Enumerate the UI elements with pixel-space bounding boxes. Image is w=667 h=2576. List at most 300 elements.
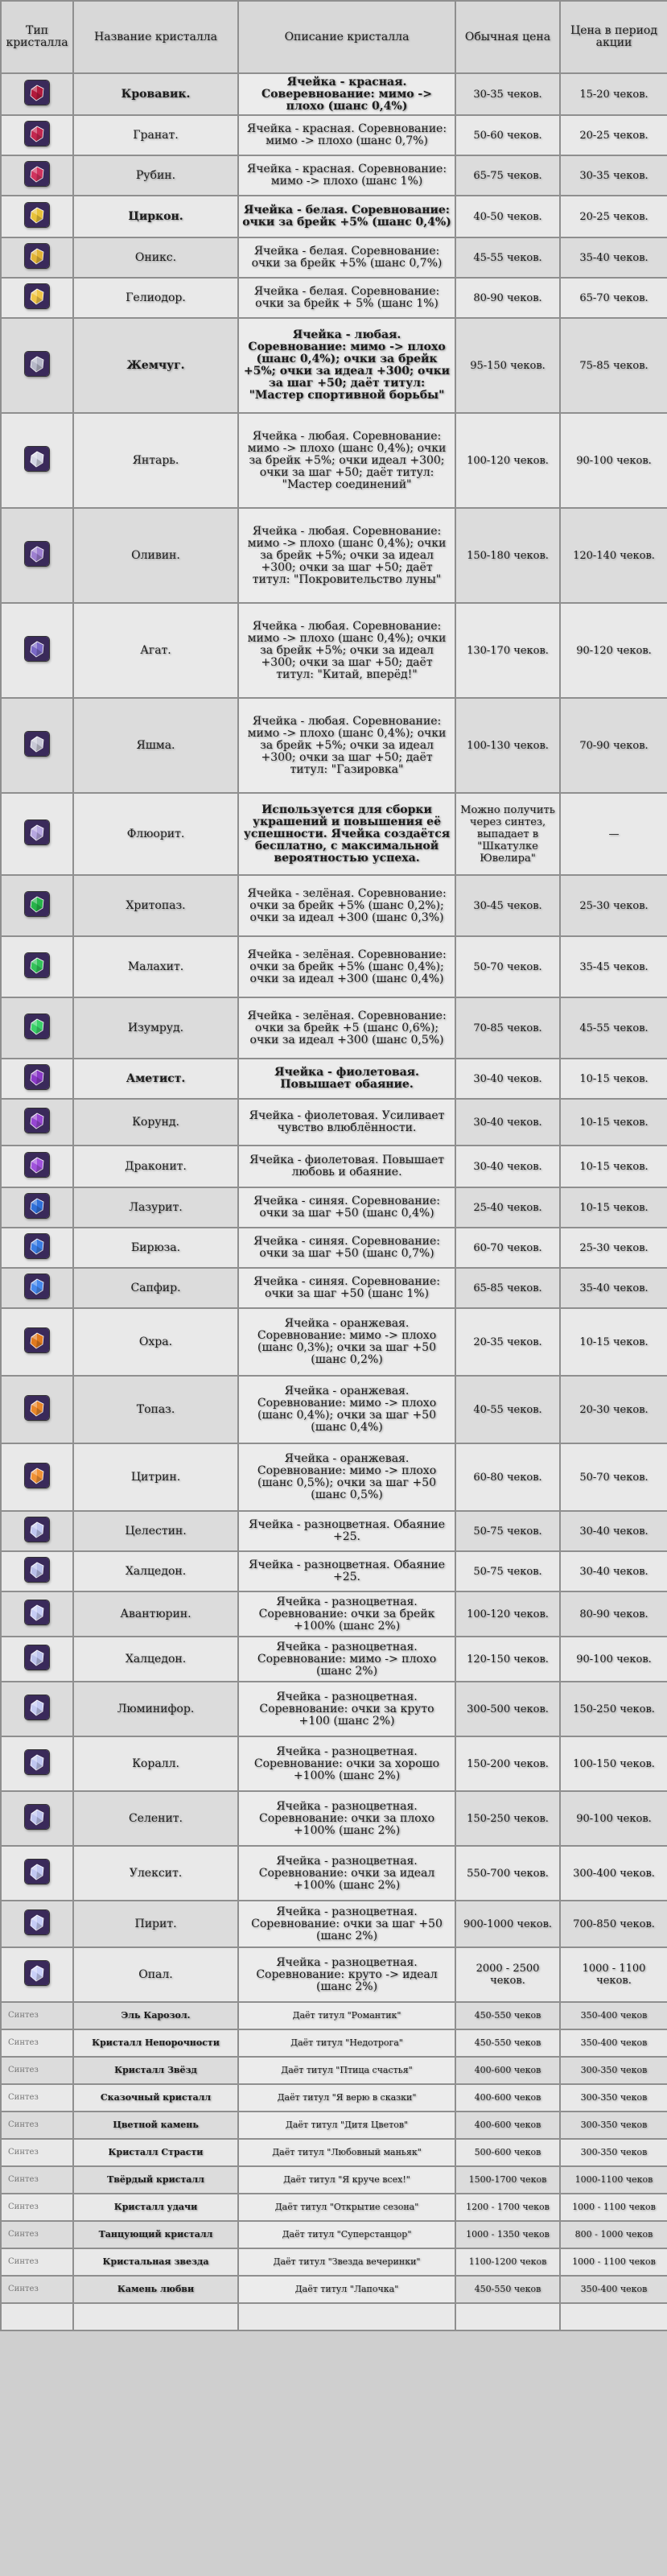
crystal-description: Ячейка - красная. Соверевнование: мимо -> плохо (шанс 0,4%) xyxy=(238,73,455,115)
crystal-gem-icon xyxy=(25,1805,49,1829)
crystal-name: Опал. xyxy=(73,1947,238,2002)
crystal-type-cell xyxy=(1,1308,73,1376)
synth-type-label: Синтез xyxy=(1,2002,73,2029)
crystal-promo-price: 80-90 чеков. xyxy=(560,1591,667,1637)
synth-description: Даёт титул "Я верю в сказки" xyxy=(238,2084,455,2112)
crystal-promo-price: 700-850 чеков. xyxy=(560,1901,667,1947)
crystal-gem-icon xyxy=(25,1645,49,1670)
crystal-gem-icon xyxy=(25,637,49,661)
crystal-type-cell xyxy=(1,603,73,698)
crystal-promo-price: 90-120 чеков. xyxy=(560,603,667,698)
crystal-type-cell xyxy=(1,237,73,278)
crystal-regular-price: 900-1000 чеков. xyxy=(455,1901,560,1947)
crystal-type-cell xyxy=(1,1947,73,2002)
crystal-gem-icon xyxy=(25,1463,49,1488)
crystal-name: Циркон. xyxy=(73,196,238,237)
crystal-name: Гранат. xyxy=(73,115,238,155)
crystal-description: Ячейка - зелёная. Соревнование: очки за брейк +5% (шанс 0,2%); очки за идеал +300 (шанс 0,3%) xyxy=(238,875,455,936)
synth-row xyxy=(1,2221,667,2248)
crystal-name: Оникс. xyxy=(73,237,238,278)
synth-regular-price: 400-600 чеков xyxy=(455,2084,560,2112)
crystal-promo-price: 30-35 чеков. xyxy=(560,155,667,196)
crystal-regular-price: 550-700 чеков. xyxy=(455,1846,560,1901)
crystal-description: Ячейка - белая. Соревнование: очки за брейк +5% (шанс 0,4%) xyxy=(238,196,455,237)
crystal-type-cell xyxy=(1,698,73,793)
table-row xyxy=(1,1308,667,1376)
synth-promo-price: 1000 - 1100 чеков xyxy=(560,2248,667,2276)
crystal-description: Ячейка - синяя. Соревнование: очки за шаг +50 (шанс 1%) xyxy=(238,1268,455,1308)
synth-type-label: Синтез xyxy=(1,2139,73,2166)
synth-type-label: Синтез xyxy=(1,2112,73,2139)
header-desc: Описание кристалла xyxy=(238,1,455,73)
synth-name: Кристалл Звёзд xyxy=(73,2057,238,2084)
crystal-name: Аметист. xyxy=(73,1059,238,1099)
table-row xyxy=(1,936,667,997)
crystal-regular-price: 120-150 чеков. xyxy=(455,1637,560,1682)
crystal-description: Ячейка - любая. Соревнование: мимо -> плохо (шанс 0,4%); очки за брейк +5%; очки за идеал +300; очки за шаг +50; даёт титул: "Покровительство луны" xyxy=(238,508,455,603)
table-row xyxy=(1,237,667,278)
synth-description: Даёт титул "Любовный маньяк" xyxy=(238,2139,455,2166)
table-row xyxy=(1,1268,667,1308)
crystal-regular-price: 50-75 чеков. xyxy=(455,1551,560,1591)
crystal-regular-price: Можно получить через синтез, выпадает в "Шкатулке Ювелира" xyxy=(455,793,560,875)
crystal-type-cell xyxy=(1,793,73,875)
crystal-promo-price: 25-30 чеков. xyxy=(560,875,667,936)
synth-description: Даёт титул "Открытие сезона" xyxy=(238,2194,455,2221)
crystal-promo-price: 10-15 чеков. xyxy=(560,1187,667,1228)
synth-promo-price: 300-350 чеков xyxy=(560,2084,667,2112)
synth-promo-price: 800 - 1000 чеков xyxy=(560,2221,667,2248)
crystal-promo-price: 10-15 чеков. xyxy=(560,1099,667,1146)
crystal-type-cell xyxy=(1,1637,73,1682)
crystal-description: Ячейка - разноцветная. Соревнование: мимо -> плохо (шанс 2%) xyxy=(238,1637,455,1682)
synth-type-label: Синтез xyxy=(1,2248,73,2276)
crystal-description: Ячейка - оранжевая. Соревнование: мимо -> плохо (шанс 0,3%); очки за шаг +50 (шанс 0,2%) xyxy=(238,1308,455,1376)
crystal-type-cell xyxy=(1,1901,73,1947)
synth-name: Цветной камень xyxy=(73,2112,238,2139)
table-row xyxy=(1,1228,667,1268)
crystal-description: Ячейка - оранжевая. Соревнование: мимо -> плохо (шанс 0,4%); очки за шаг +50 (шанс 0,4%) xyxy=(238,1376,455,1443)
table-row xyxy=(1,1846,667,1901)
crystal-type-cell xyxy=(1,997,73,1059)
table-row xyxy=(1,1099,667,1146)
synth-type-label: Синтез xyxy=(1,2166,73,2194)
table-row xyxy=(1,278,667,318)
crystal-promo-price: 120-140 чеков. xyxy=(560,508,667,603)
synth-promo-price: 350-400 чеков xyxy=(560,2276,667,2303)
crystal-description: Ячейка - фиолетовая. Повышает любовь и обаяние. xyxy=(238,1146,455,1187)
synth-type-label: Синтез xyxy=(1,2194,73,2221)
synth-name: Сказочный кристалл xyxy=(73,2084,238,2112)
crystal-name: Гелиодор. xyxy=(73,278,238,318)
crystal-promo-price: 50-70 чеков. xyxy=(560,1443,667,1511)
synth-row xyxy=(1,2112,667,2139)
crystal-description: Ячейка - зелёная. Соревнование: очки за брейк +5% (шанс 0,4%); очки за идеал +300 (шанс 0,4%) xyxy=(238,936,455,997)
crystal-promo-price: 1000 - 1100 чеков. xyxy=(560,1947,667,2002)
crystal-type-cell xyxy=(1,1187,73,1228)
table-row xyxy=(1,413,667,508)
crystal-description: Ячейка - белая. Соревнование: очки за брейк + 5% (шанс 1%) xyxy=(238,278,455,318)
crystal-name: Оливин. xyxy=(73,508,238,603)
crystal-description: Ячейка - любая. Соревнование: мимо -> плохо (шанс 0,4%); очки за брейк +5%; очки за идеал +300; очки за шаг +50; даёт титул: "Китай, вперёд!" xyxy=(238,603,455,698)
empty-cell xyxy=(455,2303,560,2330)
crystal-type-cell xyxy=(1,1511,73,1551)
synth-regular-price: 1000 - 1350 чеков xyxy=(455,2221,560,2248)
crystal-name: Коралл. xyxy=(73,1736,238,1791)
synth-promo-price: 300-350 чеков xyxy=(560,2139,667,2166)
crystal-type-cell xyxy=(1,1099,73,1146)
crystal-gem-icon xyxy=(25,80,49,105)
synth-regular-price: 500-600 чеков xyxy=(455,2139,560,2166)
crystal-name: Кровавик. xyxy=(73,73,238,115)
crystal-gem-icon xyxy=(25,1961,49,1985)
synth-regular-price: 400-600 чеков xyxy=(455,2112,560,2139)
crystal-regular-price: 150-250 чеков. xyxy=(455,1791,560,1846)
crystal-promo-price: 75-85 чеков. xyxy=(560,318,667,413)
crystal-description: Ячейка - разноцветная. Обаяние +25. xyxy=(238,1551,455,1591)
header-price: Обычная цена xyxy=(455,1,560,73)
crystal-name: Бирюза. xyxy=(73,1228,238,1268)
crystal-gem-icon xyxy=(25,352,49,376)
table-row xyxy=(1,997,667,1059)
crystal-type-cell xyxy=(1,875,73,936)
crystal-type-cell xyxy=(1,413,73,508)
crystal-name: Малахит. xyxy=(73,936,238,997)
crystal-type-cell xyxy=(1,1791,73,1846)
table-row xyxy=(1,1187,667,1228)
crystal-description: Ячейка - разноцветная. Соревнование: очки за шаг +50 (шанс 2%) xyxy=(238,1901,455,1947)
crystal-regular-price: 30-40 чеков. xyxy=(455,1099,560,1146)
synth-name: Эль Карозол. xyxy=(73,2002,238,2029)
header-type: Тип кристалла xyxy=(1,1,73,73)
crystal-name: Охра. xyxy=(73,1308,238,1376)
crystal-promo-price: 20-30 чеков. xyxy=(560,1376,667,1443)
crystal-description: Ячейка - разноцветная. Соревнование: очки за плохо +100% (шанс 2%) xyxy=(238,1791,455,1846)
crystal-description: Ячейка - синяя. Соревнование: очки за шаг +50 (шанс 0,4%) xyxy=(238,1187,455,1228)
crystal-name: Яшма. xyxy=(73,698,238,793)
crystal-gem-icon xyxy=(25,1153,49,1177)
synth-type-label: Синтез xyxy=(1,2084,73,2112)
synth-description: Даёт титул "Недотрога" xyxy=(238,2029,455,2057)
crystal-regular-price: 40-50 чеков. xyxy=(455,196,560,237)
crystal-description: Ячейка - зелёная. Соревнование: очки за брейк +5 (шанс 0,6%); очки за идеал +300 (шанс 0,5%) xyxy=(238,997,455,1059)
crystal-description: Ячейка - фиолетовая. Усиливает чувство влюблённости. xyxy=(238,1099,455,1146)
empty-cell xyxy=(560,2303,667,2330)
table-row xyxy=(1,1511,667,1551)
synth-promo-price: 350-400 чеков xyxy=(560,2029,667,2057)
crystal-type-cell xyxy=(1,1591,73,1637)
crystal-regular-price: 45-55 чеков. xyxy=(455,237,560,278)
synth-regular-price: 450-550 чеков xyxy=(455,2276,560,2303)
table-row xyxy=(1,1947,667,2002)
synth-description: Даёт титул "Лапочка" xyxy=(238,2276,455,2303)
synth-row xyxy=(1,2248,667,2276)
crystal-promo-price: 20-25 чеков. xyxy=(560,115,667,155)
crystal-type-cell xyxy=(1,1228,73,1268)
synth-promo-price: 1000 - 1100 чеков xyxy=(560,2194,667,2221)
crystal-name: Люминифор. xyxy=(73,1682,238,1736)
synth-type-label: Синтез xyxy=(1,2221,73,2248)
crystal-gem-icon xyxy=(25,1517,49,1542)
crystal-type-cell xyxy=(1,1059,73,1099)
crystal-regular-price: 30-40 чеков. xyxy=(455,1146,560,1187)
empty-row xyxy=(1,2303,667,2330)
crystal-gem-icon xyxy=(25,1274,49,1298)
synth-regular-price: 1200 - 1700 чеков xyxy=(455,2194,560,2221)
synth-regular-price: 1100-1200 чеков xyxy=(455,2248,560,2276)
crystal-regular-price: 150-200 чеков. xyxy=(455,1736,560,1791)
table-row xyxy=(1,115,667,155)
table-row xyxy=(1,1682,667,1736)
crystal-description: Ячейка - любая. Соревнование: мимо -> плохо (шанс 0,4%); очки за брейк +5%; очки за идеал +300; очки за шаг +50; даёт титул: "Газировка" xyxy=(238,698,455,793)
crystal-name: Сапфир. xyxy=(73,1268,238,1308)
synth-promo-price: 300-350 чеков xyxy=(560,2057,667,2084)
crystal-description: Ячейка - синяя. Соревнование: очки за шаг +50 (шанс 0,7%) xyxy=(238,1228,455,1268)
synth-regular-price: 400-600 чеков xyxy=(455,2057,560,2084)
crystal-promo-price: 25-30 чеков. xyxy=(560,1228,667,1268)
crystal-gem-icon xyxy=(25,1558,49,1582)
crystal-promo-price: 100-150 чеков. xyxy=(560,1736,667,1791)
crystal-type-cell xyxy=(1,115,73,155)
synth-regular-price: 450-550 чеков xyxy=(455,2002,560,2029)
table-row xyxy=(1,73,667,115)
table-row xyxy=(1,603,667,698)
crystal-description: Ячейка - красная. Соревнование: мимо -> плохо (шанс 0,7%) xyxy=(238,115,455,155)
crystal-description: Используется для сборки украшений и повышения её успешности. Ячейка создаётся бесплатно, с максимальной вероятностью успеха. xyxy=(238,793,455,875)
crystal-regular-price: 65-75 чеков. xyxy=(455,155,560,196)
table-row xyxy=(1,793,667,875)
empty-cell xyxy=(1,2303,73,2330)
crystal-name: Лазурит. xyxy=(73,1187,238,1228)
header-name: Название кристалла xyxy=(73,1,238,73)
table-row xyxy=(1,875,667,936)
crystal-name: Пирит. xyxy=(73,1901,238,1947)
synth-row xyxy=(1,2139,667,2166)
crystal-promo-price: 15-20 чеков. xyxy=(560,73,667,115)
table-row xyxy=(1,155,667,196)
table-row xyxy=(1,1736,667,1791)
crystal-regular-price: 25-40 чеков. xyxy=(455,1187,560,1228)
synth-promo-price: 350-400 чеков xyxy=(560,2002,667,2029)
crystal-promo-price: 90-100 чеков. xyxy=(560,1637,667,1682)
crystal-description: Ячейка - разноцветная. Соревнование: очки за идеал +100% (шанс 2%) xyxy=(238,1846,455,1901)
synth-name: Камень любви xyxy=(73,2276,238,2303)
crystal-gem-icon xyxy=(25,1194,49,1218)
crystal-description: Ячейка - разноцветная. Соревнование: очки за брейк +100% (шанс 2%) xyxy=(238,1591,455,1637)
synth-name: Твёрдый кристалл xyxy=(73,2166,238,2194)
synth-name: Кристалл удачи xyxy=(73,2194,238,2221)
crystal-description: Ячейка - любая. Соревнование: мимо -> плохо (шанс 0,4%); очки за брейк +5%; очки за идеал +300; очки за шаг +50; даёт титул: "Мастер спортивной борьбы" xyxy=(238,318,455,413)
crystal-regular-price: 50-75 чеков. xyxy=(455,1511,560,1551)
crystal-promo-price: 65-70 чеков. xyxy=(560,278,667,318)
crystal-gem-icon xyxy=(25,162,49,186)
crystal-regular-price: 30-40 чеков. xyxy=(455,1059,560,1099)
crystal-regular-price: 30-45 чеков. xyxy=(455,875,560,936)
empty-cell xyxy=(238,2303,455,2330)
synth-promo-price: 1000-1100 чеков xyxy=(560,2166,667,2194)
crystal-name: Цитрин. xyxy=(73,1443,238,1511)
crystal-gem-icon xyxy=(25,1860,49,1884)
crystal-gem-icon xyxy=(25,447,49,471)
crystal-name: Авантюрин. xyxy=(73,1591,238,1637)
crystal-gem-icon xyxy=(25,244,49,268)
crystal-regular-price: 2000 - 2500 чеков. xyxy=(455,1947,560,2002)
crystal-promo-price: 45-55 чеков. xyxy=(560,997,667,1059)
crystal-promo-price: 70-90 чеков. xyxy=(560,698,667,793)
crystal-promo-price: 20-25 чеков. xyxy=(560,196,667,237)
crystal-description: Ячейка - разноцветная. Соревнование: круто -> идеал (шанс 2%) xyxy=(238,1947,455,2002)
crystal-type-cell xyxy=(1,508,73,603)
crystal-gem-icon xyxy=(25,1234,49,1258)
synth-type-label: Синтез xyxy=(1,2276,73,2303)
crystal-type-cell xyxy=(1,1736,73,1791)
synth-row xyxy=(1,2057,667,2084)
synth-name: Кристальная звезда xyxy=(73,2248,238,2276)
crystal-type-cell xyxy=(1,1443,73,1511)
crystal-name: Селенит. xyxy=(73,1791,238,1846)
crystal-regular-price: 100-130 чеков. xyxy=(455,698,560,793)
synth-name: Кристалл Страсти xyxy=(73,2139,238,2166)
crystal-name: Целестин. xyxy=(73,1511,238,1551)
crystal-gem-icon xyxy=(25,1600,49,1624)
crystal-name: Изумруд. xyxy=(73,997,238,1059)
synth-row xyxy=(1,2194,667,2221)
crystal-promo-price: 30-40 чеков. xyxy=(560,1511,667,1551)
crystal-gem-icon xyxy=(25,953,49,977)
synth-type-label: Синтез xyxy=(1,2057,73,2084)
table-row xyxy=(1,1591,667,1637)
crystal-gem-icon xyxy=(25,892,49,916)
table-row xyxy=(1,1376,667,1443)
crystal-name: Драконит. xyxy=(73,1146,238,1187)
table-row xyxy=(1,196,667,237)
crystal-regular-price: 95-150 чеков. xyxy=(455,318,560,413)
crystal-promo-price: 90-100 чеков. xyxy=(560,1791,667,1846)
table-row xyxy=(1,1791,667,1846)
crystal-promo-price: 150-250 чеков. xyxy=(560,1682,667,1736)
crystal-description: Ячейка - разноцветная. Соревнование: очки за круто +100 (шанс 2%) xyxy=(238,1682,455,1736)
crystal-promo-price: 300-400 чеков. xyxy=(560,1846,667,1901)
empty-cell xyxy=(73,2303,238,2330)
crystal-description: Ячейка - фиолетовая. Повышает обаяние. xyxy=(238,1059,455,1099)
synth-name: Танцующий кристалл xyxy=(73,2221,238,2248)
crystal-gem-icon xyxy=(25,732,49,756)
crystal-gem-icon xyxy=(25,820,49,844)
crystal-type-cell xyxy=(1,1846,73,1901)
crystal-regular-price: 60-80 чеков. xyxy=(455,1443,560,1511)
crystal-type-cell xyxy=(1,1268,73,1308)
crystal-description: Ячейка - любая. Соревнование: мимо -> плохо (шанс 0,4%); очки за брейк +5%; очки идеал +300; очки за шаг +50; даёт титул: "Мастер соединений" xyxy=(238,413,455,508)
crystal-description: Ячейка - оранжевая. Соревнование: мимо -> плохо (шанс 0,5%); очки за шаг +50 (шанс 0,5%) xyxy=(238,1443,455,1511)
synth-row xyxy=(1,2002,667,2029)
crystal-type-cell xyxy=(1,936,73,997)
crystal-regular-price: 40-55 чеков. xyxy=(455,1376,560,1443)
crystal-gem-icon xyxy=(25,1065,49,1089)
crystal-description: Ячейка - разноцветная. Обаяние +25. xyxy=(238,1511,455,1551)
crystal-regular-price: 50-70 чеков. xyxy=(455,936,560,997)
crystal-gem-icon xyxy=(25,1695,49,1719)
crystal-gem-icon xyxy=(25,542,49,566)
crystal-type-cell xyxy=(1,1146,73,1187)
crystal-type-cell xyxy=(1,1551,73,1591)
crystal-regular-price: 130-170 чеков. xyxy=(455,603,560,698)
crystal-name: Халцедон. xyxy=(73,1637,238,1682)
crystal-description: Ячейка - белая. Соревнование: очки за брейк +5% (шанс 0,7%) xyxy=(238,237,455,278)
crystal-gem-icon xyxy=(25,1910,49,1934)
synth-row xyxy=(1,2276,667,2303)
table-row xyxy=(1,1146,667,1187)
table-row xyxy=(1,318,667,413)
crystal-name: Халцедон. xyxy=(73,1551,238,1591)
crystal-regular-price: 150-180 чеков. xyxy=(455,508,560,603)
crystal-type-cell xyxy=(1,278,73,318)
synth-type-label: Синтез xyxy=(1,2029,73,2057)
crystal-name: Рубин. xyxy=(73,155,238,196)
crystal-type-cell xyxy=(1,1376,73,1443)
crystal-regular-price: 100-120 чеков. xyxy=(455,413,560,508)
crystal-regular-price: 70-85 чеков. xyxy=(455,997,560,1059)
crystal-name: Янтарь. xyxy=(73,413,238,508)
crystal-promo-price: 10-15 чеков. xyxy=(560,1146,667,1187)
table-row xyxy=(1,1059,667,1099)
synth-description: Даёт титул "Романтик" xyxy=(238,2002,455,2029)
synth-description: Даёт титул "Дитя Цветов" xyxy=(238,2112,455,2139)
crystal-name: Флюорит. xyxy=(73,793,238,875)
crystal-gem-icon xyxy=(25,203,49,227)
synth-description: Даёт титул "Звезда вечеринки" xyxy=(238,2248,455,2276)
synth-description: Даёт титул "Я круче всех!" xyxy=(238,2166,455,2194)
table-row xyxy=(1,1901,667,1947)
crystal-promo-price: 35-40 чеков. xyxy=(560,1268,667,1308)
crystal-name: Жемчуг. xyxy=(73,318,238,413)
crystal-gem-icon xyxy=(25,1108,49,1133)
crystal-name: Топаз. xyxy=(73,1376,238,1443)
table-row xyxy=(1,698,667,793)
synth-name: Кристалл Непорочности xyxy=(73,2029,238,2057)
crystal-regular-price: 30-35 чеков. xyxy=(455,73,560,115)
table-row xyxy=(1,1637,667,1682)
crystal-description: Ячейка - красная. Соревнование: мимо -> плохо (шанс 1%) xyxy=(238,155,455,196)
synth-description: Даёт титул "Суперстанцор" xyxy=(238,2221,455,2248)
crystal-type-cell xyxy=(1,318,73,413)
table-header-row xyxy=(1,1,667,73)
crystal-promo-price: 35-45 чеков. xyxy=(560,936,667,997)
crystal-regular-price: 65-85 чеков. xyxy=(455,1268,560,1308)
crystal-gem-icon xyxy=(25,122,49,146)
synth-row xyxy=(1,2084,667,2112)
crystal-type-cell xyxy=(1,196,73,237)
crystal-type-cell xyxy=(1,73,73,115)
crystal-description: Ячейка - разноцветная. Соревнование: очки за хорошо +100% (шанс 2%) xyxy=(238,1736,455,1791)
crystal-regular-price: 80-90 чеков. xyxy=(455,278,560,318)
synth-promo-price: 300-350 чеков xyxy=(560,2112,667,2139)
synth-row xyxy=(1,2029,667,2057)
crystal-promo-price: — xyxy=(560,793,667,875)
table-row xyxy=(1,508,667,603)
table-row xyxy=(1,1551,667,1591)
crystal-regular-price: 60-70 чеков. xyxy=(455,1228,560,1268)
crystal-name: Корунд. xyxy=(73,1099,238,1146)
crystal-gem-icon xyxy=(25,1328,49,1352)
crystal-promo-price: 10-15 чеков. xyxy=(560,1308,667,1376)
crystal-promo-price: 35-40 чеков. xyxy=(560,237,667,278)
synth-row xyxy=(1,2166,667,2194)
crystal-name: Агат. xyxy=(73,603,238,698)
crystal-gem-icon xyxy=(25,284,49,308)
synth-regular-price: 450-550 чеков xyxy=(455,2029,560,2057)
crystal-regular-price: 20-35 чеков. xyxy=(455,1308,560,1376)
crystal-name: Улексит. xyxy=(73,1846,238,1901)
